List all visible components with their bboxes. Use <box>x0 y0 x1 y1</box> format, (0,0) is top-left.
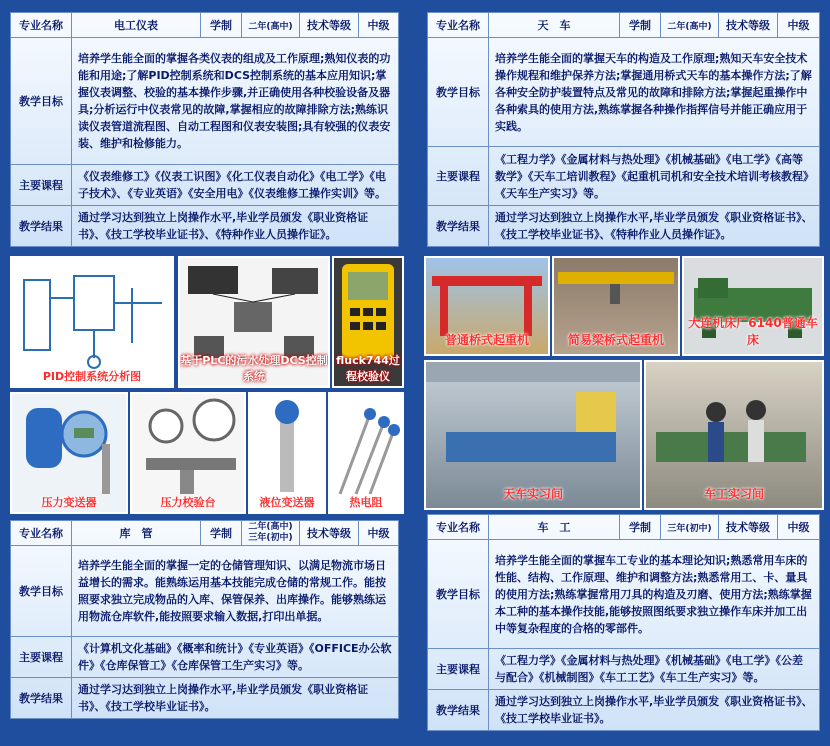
major-name: 车 工 <box>489 515 620 540</box>
courses-label: 主要课程 <box>428 649 489 690</box>
result-label: 教学结果 <box>428 206 489 247</box>
level-label: 技术等级 <box>300 13 359 38</box>
goal-label: 教学目标 <box>11 38 72 165</box>
pid-caption: PID控制系统分析图 <box>42 370 142 383</box>
goal-label: 教学目标 <box>11 546 72 637</box>
warehouse-panel <box>10 520 399 719</box>
major-label: 专业名称 <box>11 13 72 38</box>
system-label: 学制 <box>201 13 242 38</box>
goal-label: 教学目标 <box>428 540 489 649</box>
level-label: 技术等级 <box>719 13 778 38</box>
goal-text: 培养学生能全面的掌握各类仪表的组成及工作原理;熟知仪表的功能和用途;了解PID控制系统和DCS控制系统的基本应用知识;掌握仪表调整、校验的基本操作步骤,并正确使用各种校验设备及器具;分析运行中仪表常见的故障,掌握相应的故障排除方法;熟练识读仪表管道流程图、自动工程图和仪表安装图;具有较强的仪表安装、维护和检修能力。 <box>72 38 399 165</box>
result-text: 通过学习达到独立上岗操作水平,毕业学员颁发《职业资格证书》、《技工学校毕业证书》、《特种作业人员操作证》。 <box>72 206 399 247</box>
lathe-panel <box>427 514 820 731</box>
calibration-photo <box>130 392 246 514</box>
lathe-machine-photo <box>682 256 824 356</box>
duration: 二年(高中) <box>661 13 719 38</box>
crane2-photo <box>552 256 680 356</box>
system-label: 学制 <box>620 515 661 540</box>
courses-label: 主要课程 <box>428 147 489 206</box>
duration: 二年(高中) <box>242 13 300 38</box>
courses-text: 《仪表维修工》《仪表工识图》《化工仪表自动化》《电工学》《电子技术》、《专业英语》《安全用电》《仪表维修工操作实训》等。 <box>72 165 399 206</box>
result-label: 教学结果 <box>11 206 72 247</box>
level-value: 中级 <box>359 521 399 546</box>
calib-caption: 压力校验台 <box>160 496 216 509</box>
goal-text: 培养学生能全面的掌握一定的仓储管理知识、以满足物流市场日益增长的需求。能熟练运用基本技能完成仓储的常规工作。能按照要求独立完成物品的入库、保管保养、出库操作。能够熟练运用物流仓库软件,能按照要求输入数据,打印出单据。 <box>72 546 399 637</box>
goal-text: 培养学生能全面的掌握车工专业的基本理论知识;熟悉常用车床的性能、结构、工作原理、维护和调整方法;熟悉常用工、卡、量具的使用方法;熟练掌握常用刀具的构造及刃磨、使用方法;熟练掌握本工种的基本操作技能,能够按照图纸要求独立操作车床并加工出中等复杂程度的合格的零部件。 <box>489 540 820 649</box>
major-name: 电工仪表 <box>72 13 201 38</box>
instrument-photos <box>10 256 402 516</box>
crane2-caption: 简易梁桥式起重机 <box>567 333 664 347</box>
result-text: 通过学习达到独立上岗操作水平,毕业学员颁发《职业资格证书》、《技工学校毕业证书》、《特种作业人员操作证》。 <box>489 206 820 247</box>
major-label: 专业名称 <box>11 521 72 546</box>
lathe-lab-photo <box>644 360 824 510</box>
system-label: 学制 <box>201 521 242 546</box>
duration-a: 二年(高中) <box>248 522 293 532</box>
duration-b: 三年(初中) <box>248 533 293 543</box>
instrument-panel <box>10 12 399 247</box>
level-label: 技术等级 <box>300 521 359 546</box>
duration: 三年(初中) <box>661 515 719 540</box>
lathe-lab-caption: 车工实习间 <box>703 487 764 501</box>
crane-lab-caption: 天车实习间 <box>502 487 563 501</box>
duration <box>242 521 300 546</box>
level-transmitter-photo <box>248 392 326 514</box>
pressure-caption: 压力变送器 <box>41 496 97 509</box>
rtd-caption: 热电阻 <box>349 496 383 509</box>
goal-label: 教学目标 <box>428 38 489 147</box>
lathe-machine-caption: 大连机床厂6140普通车床 <box>688 316 818 347</box>
major-label: 专业名称 <box>428 13 489 38</box>
level-value: 中级 <box>778 515 820 540</box>
rtd-photo <box>328 392 404 514</box>
pressure-transmitter-photo <box>10 392 128 514</box>
system-label: 学制 <box>620 13 661 38</box>
crane-panel <box>427 12 820 247</box>
level-value: 中级 <box>359 13 399 38</box>
courses-text: 《计算机文化基础》《概率和统计》《专业英语》《OFFICE办公软件》《仓库保管工》《仓库保管工生产实习》等。 <box>72 637 399 678</box>
crane-lab-photo <box>424 360 642 510</box>
courses-label: 主要课程 <box>11 637 72 678</box>
level-caption: 液位变送器 <box>259 496 315 509</box>
crane-photos <box>424 256 822 512</box>
plc-photo <box>178 256 330 388</box>
courses-text: 《工程力学》《金属材料与热处理》《机械基础》《电工学》《高等数学》《天车工培训教程》《起重机司机和安全技术培训考核教程》《天车生产实习》等。 <box>489 147 820 206</box>
major-name: 库 管 <box>72 521 201 546</box>
major-label: 专业名称 <box>428 515 489 540</box>
result-text: 通过学习达到独立上岗操作水平,毕业学员颁发《职业资格证书》、《技工学校毕业证书》。 <box>489 690 820 731</box>
pid-diagram-photo <box>10 256 174 388</box>
goal-text: 培养学生能全面的掌握天车的构造及工作原理;熟知天车安全技术操作规程和维护保养方法;掌握通用桥式天车的基本操作方法;了解各种安全防护装置特点及常见的故障和排除方法;掌握起重操作中各种索具的使用方法,熟练掌握各种操作指挥信号并能正确应用于实践。 <box>489 38 820 147</box>
level-value: 中级 <box>778 13 820 38</box>
crane1-caption: 普通桥式起重机 <box>444 333 529 347</box>
fluck-photo <box>332 256 404 388</box>
pid-diagram-image <box>12 258 172 386</box>
crane1-photo <box>424 256 550 356</box>
major-name: 天 车 <box>489 13 620 38</box>
courses-text: 《工程力学》《金属材料与热处理》《机械基础》《电工学》《公差与配合》《机械制图》《车工工艺》《车工生产实习》等。 <box>489 649 820 690</box>
plc-caption: 基于PLC的污水处理DCS控制系统 <box>180 354 328 383</box>
result-label: 教学结果 <box>11 678 72 719</box>
result-label: 教学结果 <box>428 690 489 731</box>
result-text: 通过学习达到独立上岗操作水平,毕业学员颁发《职业资格证书》、《技工学校毕业证书》。 <box>72 678 399 719</box>
level-label: 技术等级 <box>719 515 778 540</box>
fluck-caption: fluck744过程校验仪 <box>336 354 400 383</box>
courses-label: 主要课程 <box>11 165 72 206</box>
